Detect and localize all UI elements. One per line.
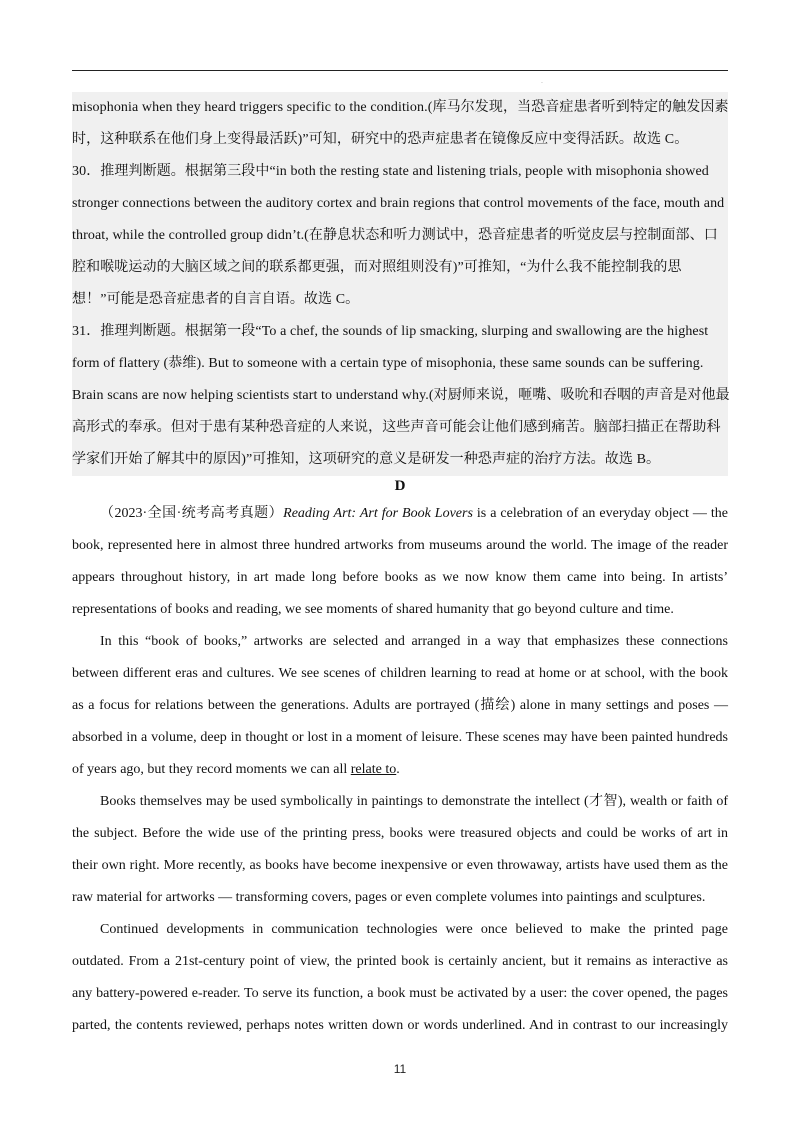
passage-line: In this “book of books,” artworks are selected and arranged in a way that emphasizes these connections — [100, 634, 728, 649]
paragraph-1 — [72, 498, 728, 626]
paragraph-2 — [72, 626, 728, 786]
passage-line — [72, 754, 728, 786]
passage-line: Continued developments in communication technologies were once believed to make the printed page — [100, 922, 728, 937]
answer-line: 31．推理判断题。根据第一段“To a chef, the sounds of lip smacking, slurping and swallowing are the highest — [72, 324, 709, 339]
passage-line: appears throughout history, in art made long before books as we now know them came into being. In artists’ — [72, 570, 728, 585]
passage-line: Books themselves may be used symbolically in paintings to demonstrate the intellect (才智), wealth or faith of — [100, 794, 728, 809]
passage-line: representations of books and reading, we see moments of shared humanity that go beyond culture and time. — [72, 602, 674, 617]
header-mark: . — [541, 78, 543, 85]
paragraph-3 — [72, 786, 728, 914]
answer-explanations — [72, 92, 728, 476]
passage-text: of years ago, but they record moments we can all — [72, 762, 351, 777]
answer-line: 想！”可能是恐音症患者的自言自语。故选 C。 — [72, 292, 360, 307]
passage-line: outdated. From a 21st-century point of view, the printed book is certainly ancient, but it remains as interactive as — [72, 954, 728, 969]
section-heading: D — [394, 478, 406, 494]
passage-line: the subject. Before the wide use of the printing press, books were treasured objects and could be works of art in — [72, 826, 728, 841]
answer-line: 30．推理判断题。根据第三段中“in both the resting state and listening trials, people with misophonia showed — [72, 164, 709, 179]
passage-line: absorbed in a volume, deep in thought or lost in a moment of leisure. These scenes may have been painted hundreds — [72, 730, 728, 745]
passage-line: between different eras and cultures. We see scenes of children learning to read at home or at school, with the book — [72, 666, 728, 681]
passage-text: is a celebration of an everyday object — the — [472, 506, 728, 521]
answer-line: 学家们开始了解其中的原因)”可推知，这项研究的意义是研发一种恐声症的治疗方法。故选 B。 — [72, 452, 661, 467]
passage-line — [72, 498, 728, 530]
answer-line: 腔和喉咙运动的大脑区域之间的联系都更强，而对照组则没有)”可推知，“为什么我不能控制我的思 — [72, 260, 682, 275]
answer-line: throat, while the controlled group didn’t.(在静息状态和听力测试中，恐音症患者的听觉皮层与控制面部、口 — [72, 228, 718, 243]
answer-line: misophonia when they heard triggers specific to the condition.(库马尔发现，当恐音症患者听到特定的触发因素 — [72, 100, 729, 115]
passage-line: parted, the contents reviewed, perhaps notes written down or words underlined. And in contrast to our increasingly — [72, 1018, 728, 1033]
book-title: Reading Art: Art for Book Lovers — [283, 506, 473, 521]
header-rule — [72, 70, 728, 71]
answer-line: Brain scans are now helping scientists start to understand why.(对厨师来说，咂嘴、吸吮和吞咽的声音是对他最 — [72, 388, 730, 403]
source-tag: （2023·全国·统考高考真题） — [100, 506, 284, 521]
passage-text: . — [396, 762, 400, 777]
passage-line: their own right. More recently, as books have become inexpensive or even throwaway, artists have used them as the — [72, 858, 728, 873]
answer-line: stronger connections between the auditory cortex and brain regions that control movements of the face, mouth and — [72, 196, 725, 211]
answer-line: 时，这种联系在他们身上变得最活跃)”可知，研究中的恐声症患者在镜像反应中变得活跃。故选 C。 — [72, 132, 689, 147]
answer-line: 高形式的奉承。但对于患有某种恐音症的人来说，这些声音可能会让他们感到痛苦。脑部扫描正在帮助科 — [72, 420, 721, 435]
passage-line: book, represented here in almost three hundred artworks from museums around the world. The image of the reader — [72, 538, 728, 553]
reading-passage — [72, 498, 728, 1042]
underlined-phrase: relate to — [350, 762, 397, 777]
answer-line: form of flattery (恭维). But to someone with a certain type of misophonia, these same sounds can be suffering. — [72, 356, 704, 371]
passage-line: as a focus for relations between the generations. Adults are portrayed (描绘) alone in many settings and poses — — [72, 698, 728, 713]
passage-line: any battery-powered e-reader. To serve its function, a book must be activated by a user: the cover opened, the pages — [72, 986, 728, 1001]
paragraph-4 — [72, 914, 728, 1042]
passage-line: raw material for artworks — transforming covers, pages or even complete volumes into paintings and sculptures. — [72, 890, 706, 905]
page-number: 11 — [393, 1062, 407, 1076]
